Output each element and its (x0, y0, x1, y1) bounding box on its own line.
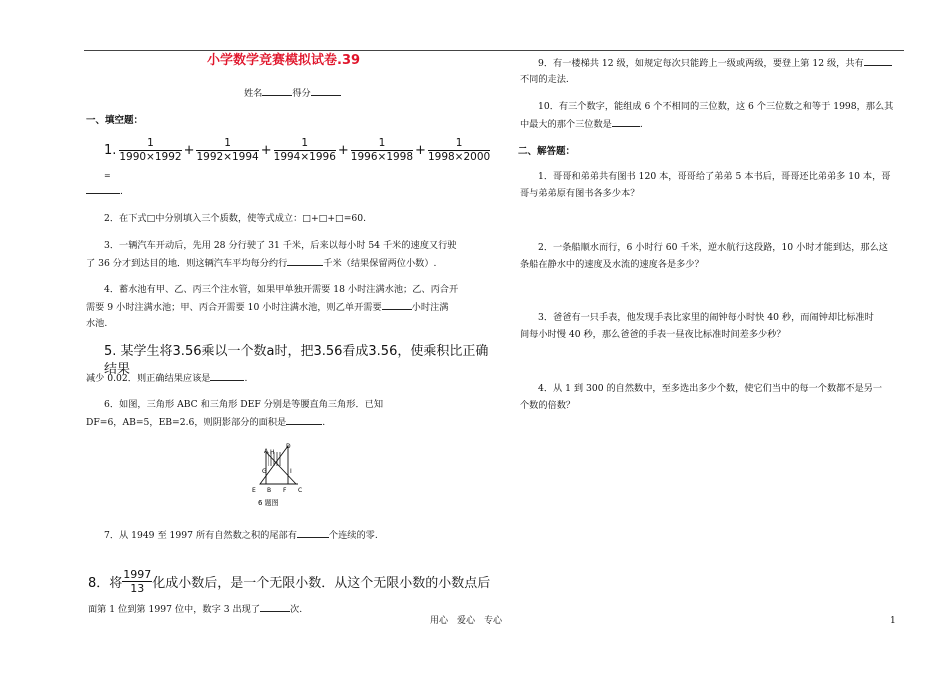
page-title: 小学数学竞赛模拟试卷.39 (207, 53, 361, 68)
label-i: I (290, 468, 292, 475)
label-h: H (270, 449, 275, 456)
q1-equals: = (104, 171, 111, 180)
answer-question-4-line-1: 4．从 1 到 300 的自然数中，至多选出多少个数，使它们当中的每一个数都不是另一 (538, 383, 883, 394)
question-7: 7．从 1949 至 1997 所有自然数之积的尾部有 个连续的零. (104, 527, 378, 543)
q1-blank[interactable] (86, 183, 120, 194)
q8-blank[interactable] (260, 601, 290, 612)
question-9-line-1: 9．有一楼梯共 12 级，如规定每次只能跨上一级或两级，要登上第 12 级，共有 (538, 55, 892, 71)
question-3-line-2: 了 36 分才到达目的地．则这辆汽车平均每分约行 千米（结果保留两位小数）. (86, 255, 436, 271)
q4-blank[interactable] (382, 299, 412, 310)
q10-blank[interactable] (612, 116, 640, 127)
q1-fraction-4: $\frac{1}{1996\times 1998}$ (350, 137, 414, 163)
question-6-line-2: DF=6，AB=5，EB=2.6，则阴影部分的面积是 . (86, 414, 325, 430)
question-8-line-2: 面第 1 位到第 1997 位中，数字 3 出现了 次. (88, 601, 302, 617)
label-g: G (262, 468, 267, 475)
question-5-line-2: 减少 0.02．则正确结果应该是 . (86, 370, 247, 386)
question-4-line-2: 需要 9 小时注满水池；甲、丙合开需要 10 小时注满水池，则乙单开需要 小时注满 (86, 299, 448, 315)
q1-answer-line: . (86, 183, 123, 199)
answer-question-1-line-1: 1．哥哥和弟弟共有图书 120 本，哥哥给了弟弟 5 本书后，哥哥还比弟弟多 10 本，哥 (538, 171, 891, 182)
name-score-line (244, 85, 341, 101)
page-number: 1 (890, 616, 896, 626)
q1-fraction-3: $\frac{1}{1994\times 1996}$ (273, 137, 336, 163)
question-8-line-1: 8．将 $\frac{1997}{13}$ 化成小数后，是一个无限小数．从这个无限小数的小数点后 (88, 568, 491, 595)
label-f: F (283, 487, 287, 494)
label-d: D (286, 443, 291, 450)
q9-blank[interactable] (864, 55, 892, 66)
question-2: 2．在下式□中分别填入三个质数，使等式成立：□+□+□=60. (104, 213, 367, 224)
question-4-line-3: 水池. (86, 318, 108, 329)
answer-question-4-line-2: 个数的倍数？ (520, 400, 576, 411)
q6-blank[interactable] (286, 414, 322, 425)
label-c: C (298, 487, 303, 494)
label-a: A (264, 448, 269, 455)
question-10-line-2: 中最大的那个三位数是 . (520, 116, 643, 132)
question-10-line-1: 10．有三个数字，能组成 6 个不相同的三位数，这 6 个三位数之和等于 1998，那么其 (538, 101, 894, 112)
answer-question-2-line-2: 条船在静水中的速度及水流的速度各是多少？ (520, 259, 704, 270)
name-blank[interactable] (262, 85, 292, 96)
name-label: 姓名 (244, 88, 263, 99)
figure-caption: 6 题图 (258, 499, 279, 507)
q1-fraction-5: $\frac{1}{1998\times 2000}$ (427, 137, 491, 163)
answer-question-3-line-1: 3．爸爸有一只手表，他发现手表比家里的闹钟每小时快 40 秒，而闹钟却比标准时 (538, 312, 874, 323)
triangle-figure (246, 440, 316, 510)
question-5-line-1: 5. 某学生将3.56乘以一个数a时，把3.56看成3.56，使乘积比正确结果 (104, 344, 489, 377)
question-6-line-1: 6．如图，三角形 ABC 和三角形 DEF 分别是等腰直角三角形．已知 (104, 399, 384, 410)
q5-blank[interactable] (210, 370, 244, 381)
q3-blank[interactable] (287, 255, 323, 266)
q1-fraction-2: $\frac{1}{1992\times 1994}$ (196, 137, 259, 163)
score-blank[interactable] (311, 85, 341, 96)
question-4-line-1: 4．蓄水池有甲、乙、丙三个注水管，如果甲单独开需要 18 小时注满水池；乙、丙合开 (104, 284, 459, 295)
q1-number: 1. (104, 143, 117, 158)
label-b: B (267, 487, 272, 494)
answer-question-1-line-2: 哥与弟弟原有图书各多少本？ (520, 188, 640, 199)
section-2-heading: 二、解答题： (518, 146, 576, 157)
footer-slogan: 用心 爱心 专心 (430, 616, 503, 626)
question-3-line-1: 3．一辆汽车开动后，先用 28 分行驶了 31 千米，后来以每小时 54 千米的速度又行驶 (104, 240, 457, 251)
label-e: E (252, 487, 256, 494)
answer-question-2-line-1: 2．一条船顺水而行，6 小时行 60 千米，逆水航行这段路，10 小时才能到达，那么这 (538, 242, 888, 253)
q1-fraction-1: $\frac{1}{1990\times 1992}$ (119, 137, 182, 163)
q8-fraction: $\frac{1997}{13}$ (123, 568, 152, 595)
score-label: 得分 (292, 88, 311, 99)
q7-blank[interactable] (297, 527, 329, 538)
answer-question-3-line-2: 间每小时慢 40 秒，那么爸爸的手表一昼夜比标准时间差多少秒？ (520, 329, 786, 340)
section-1-heading: 一、填空题： (86, 115, 144, 126)
header-rule (84, 50, 904, 51)
question-9-line-2: 不同的走法. (520, 74, 569, 85)
question-1: 1. $\frac{1}{1990\times 1992}$ + $\frac{1}{1992\times 1994}$ + $\frac{1}{1994\times 1996}$ + $\frac{1}{1996\times 1998}$ + $\frac{1}{1998\times 2000}$ = (104, 137, 491, 180)
